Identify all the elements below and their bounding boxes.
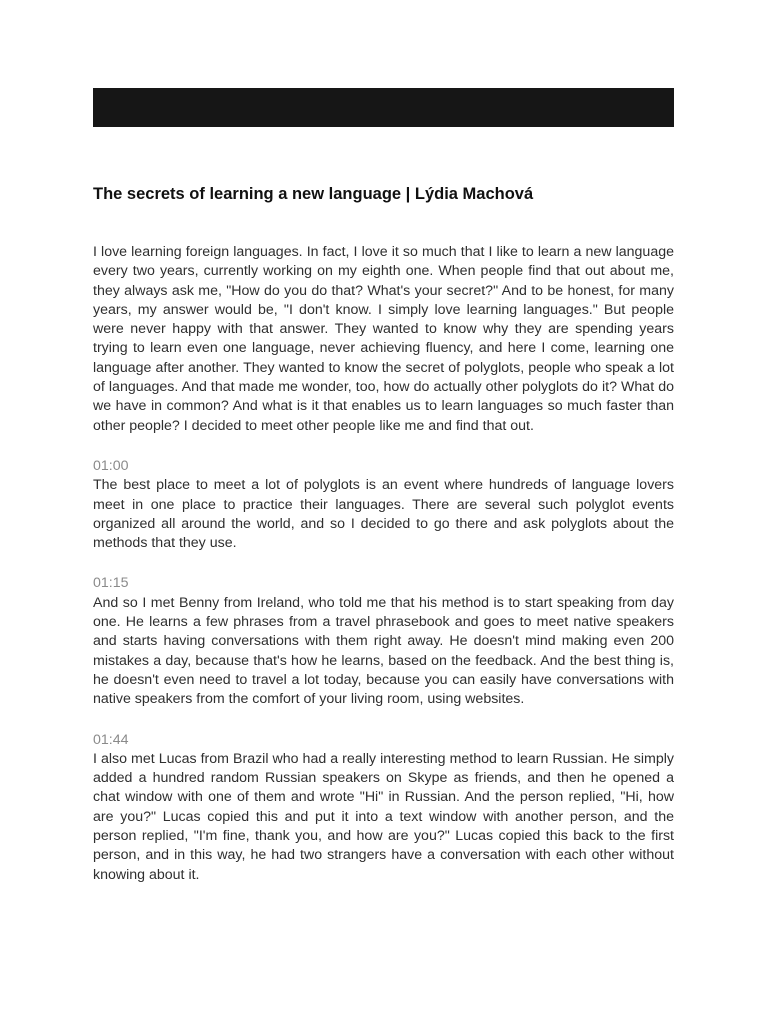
transcript-section: [93, 731, 674, 885]
transcript-section: [93, 574, 674, 709]
transcript-paragraph: I also met Lucas from Brazil who had a really interesting method to learn Russian. He simply added a hundred random Russian speakers on Skype as friends, and then he opened a chat window with one of them and wrote "Hi" in Russian. And the person replied, "Hi, how are you?" Lucas copied this and put it into a text window with another person, and the person replied, "I'm fine, thank you, and how are you?" Lucas copied this back to the first person, and in this way, he had two strangers have a conversation with each other without knowing about it.: [93, 750, 674, 883]
intro-paragraph: I love learning foreign languages. In fact, I love it so much that I like to learn a new language every two years, currently working on my eighth one. When people find that out about me, they always ask me, "How do you do that? What's your secret?" And to be honest, for many years, my answer would be, "I don't know. I simply love learning languages." But people were never happy with that answer. They wanted to know why they are spending years trying to learn even one language, never achieving fluency, and here I come, learning one language after another. They wanted to know the secret of polyglots, people who speak a lot of languages. And that made me wonder, too, how do actually other polyglots do it? What do we have in common? And what is it that enables us to learn languages so much faster than other people? I decided to meet other people like me and find that out.: [93, 244, 674, 434]
timestamp-link[interactable]: 01:15: [93, 575, 129, 592]
header-banner: [93, 88, 674, 127]
document-page: [93, 88, 674, 885]
timestamp-link[interactable]: 01:00: [93, 457, 129, 474]
transcript-paragraph: The best place to meet a lot of polyglots is an event where hundreds of language lovers meet in one place to practice their languages. There are several such polyglot events organized all around the world, and so I decided to go there and ask polyglots about the methods that they use.: [93, 477, 674, 552]
timestamp-link[interactable]: 01:44: [93, 731, 129, 748]
document-title: The secrets of learning a new language | Lýdia Machová: [93, 185, 534, 203]
transcript-section: [93, 457, 674, 553]
transcript-paragraph: And so I met Benny from Ireland, who told me that his method is to start speaking from day one. He learns a few phrases from a travel phrasebook and goes to meet native speakers and starts having conversations with them right away. He doesn't mind making even 200 mistakes a day, because that's how he learns, based on the feedback. And the best thing is, he doesn't even need to travel a lot today, because you can easily have conversations with native speakers from the comfort of your living room, using websites.: [93, 594, 674, 708]
